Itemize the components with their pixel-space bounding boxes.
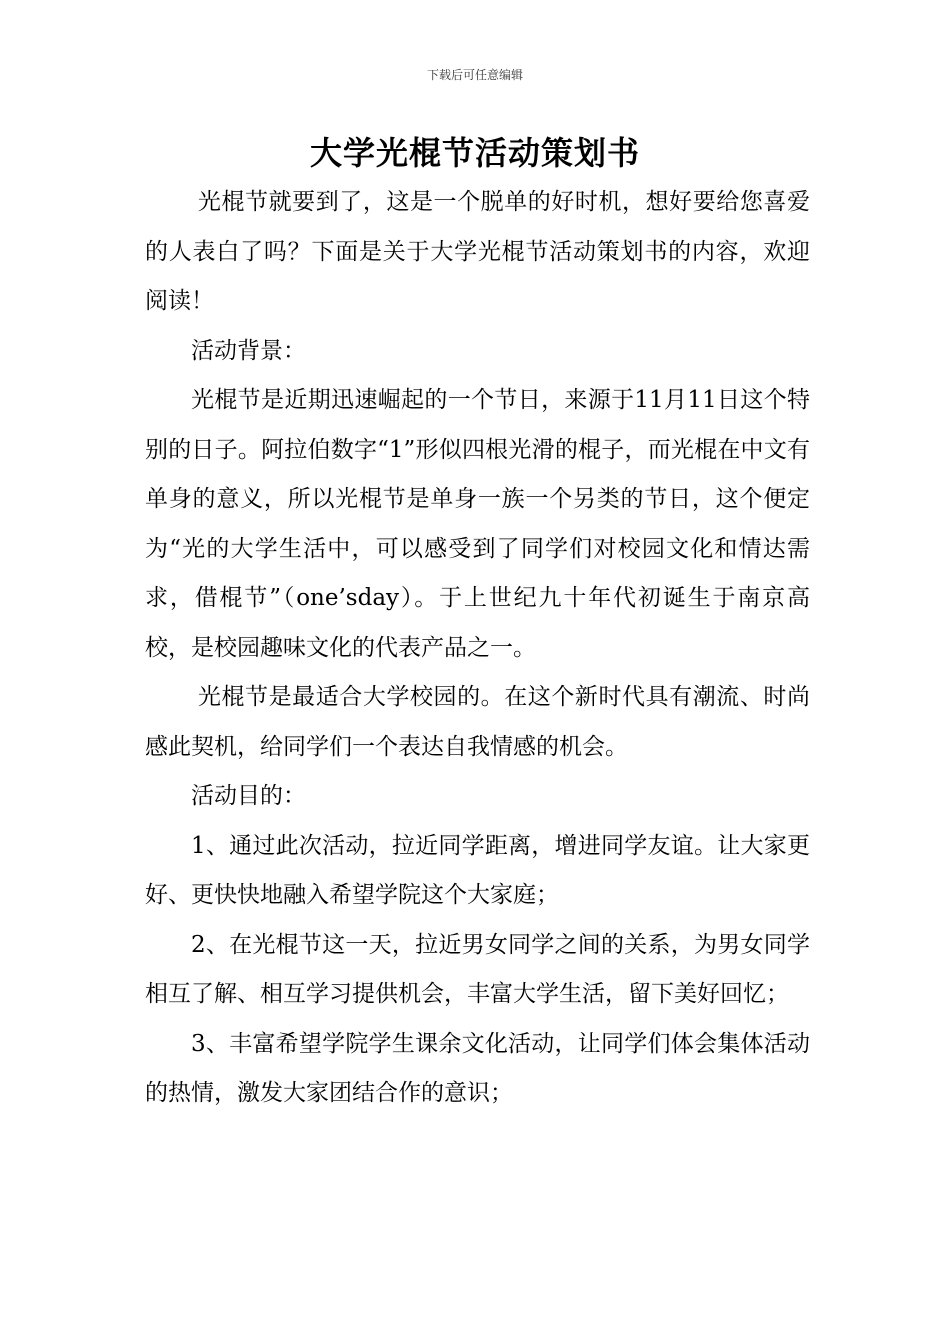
header-note: 下载后可任意编辑 [426, 68, 523, 82]
purpose-item-3: 3、丰富希望学院学生课余文化活动，让同学们体会集体活动的热情，激发大家团结合作的意识； [145, 1030, 810, 1106]
section-heading-background: 活动背景： [191, 337, 306, 364]
intro-paragraph: 光棍节就要到了，这是一个脱单的好时机，想好要给您喜爱的人表白了吗？下面是关于大学光棍节活动策划书的内容，欢迎阅读！ [145, 189, 810, 314]
section-heading-purpose: 活动目的： [191, 783, 306, 809]
campus-paragraph: 光棍节是最适合大学校园的。在这个新时代具有潮流、时尚感此契机，给同学们一个表达自我情感的机会。 [145, 684, 810, 760]
document-body [145, 178, 810, 1119]
purpose-item-2: 2、在光棍节这一天，拉近男女同学之间的关系，为男女同学相互了解、相互学习提供机会，丰富大学生活，留下美好回忆； [145, 931, 810, 1007]
purpose-item-1: 1、通过此次活动，拉近同学距离，增进同学友谊。让大家更好、更快快地融入希望学院这个大家庭； [145, 832, 810, 908]
document-title: 大学光棍节活动策划书 [309, 134, 640, 172]
background-paragraph: 光棍节是近期迅速崛起的一个节日，来源于11月11日这个特别的日子。阿拉伯数字“1”形似四根光滑的棍子，而光棍在中文有单身的意义，所以光棍节是单身一族一个另类的节日，这个便定为“光的大学生活中，可以感受到了同学们对校园文化和情达需求，借棍节”（one’sday）。于上世纪九十年代初诞生于南京高校，是校园趣味文化的代表产品之一。 [145, 387, 810, 661]
